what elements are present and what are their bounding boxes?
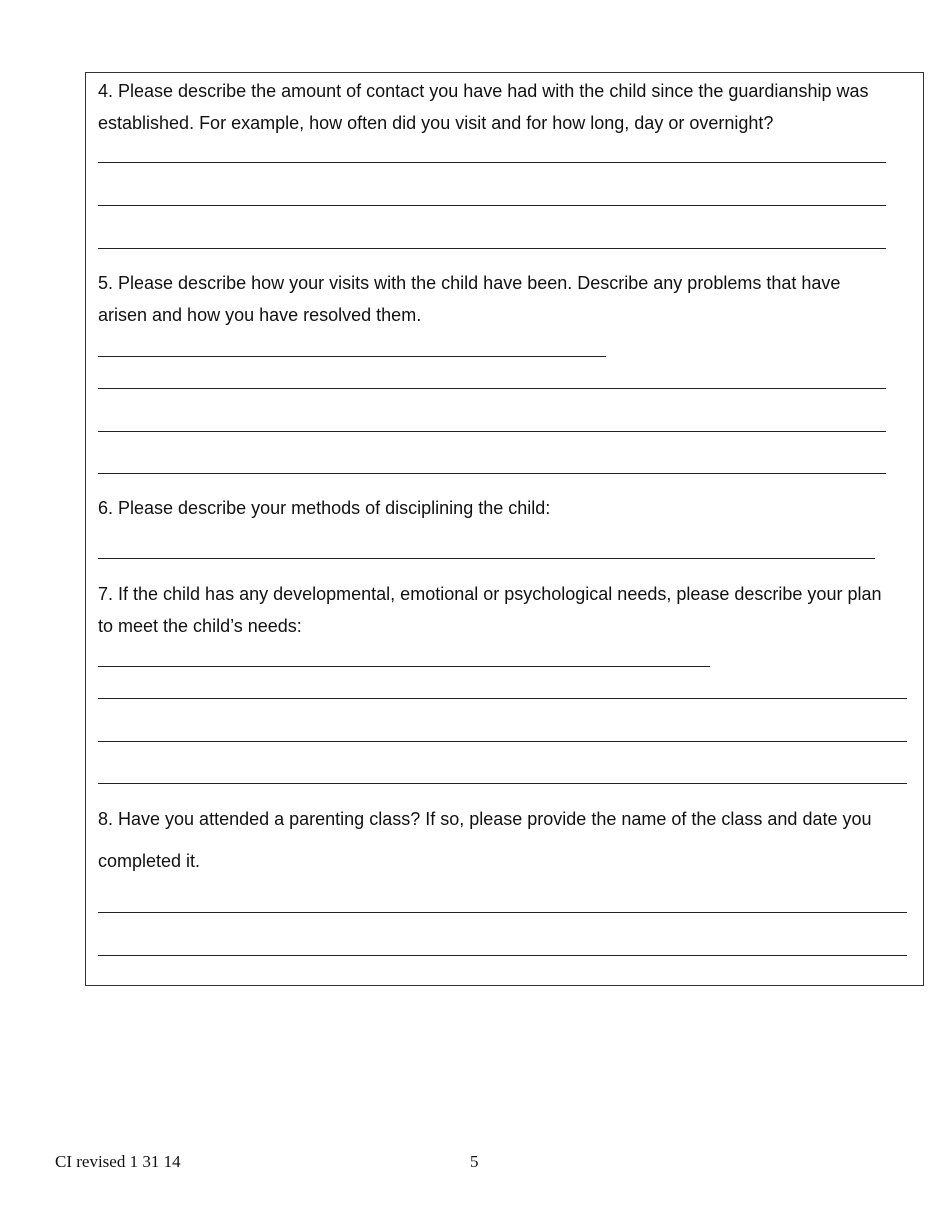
- question-7-answer-line-2[interactable]: [98, 698, 907, 699]
- question-5-answer-line-3[interactable]: [98, 431, 886, 432]
- question-7-text-line-1: 7. If the child has any developmental, emotional or psychological needs, please describe your plan: [98, 584, 882, 604]
- question-5-text-line-2: arisen and how you have resolved them.: [98, 305, 422, 325]
- question-7-answer-line-3[interactable]: [98, 741, 907, 742]
- questionnaire-form-box: [85, 72, 924, 986]
- question-4-answer-line-3[interactable]: [98, 248, 886, 249]
- question-5-answer-line-1[interactable]: [98, 356, 606, 357]
- question-8-answer-line-2[interactable]: [98, 955, 907, 956]
- question-8-text-line-2: completed it.: [98, 851, 201, 871]
- question-8-text-line-1: 8. Have you attended a parenting class? If so, please provide the name of the class and date you: [98, 809, 872, 829]
- question-4-text-line-1: 4. Please describe the amount of contact you have had with the child since the guardianship was: [98, 81, 869, 101]
- question-7-answer-line-4[interactable]: [98, 783, 907, 784]
- question-8-answer-line-1[interactable]: [98, 912, 907, 913]
- question-4-answer-line-2[interactable]: [98, 205, 886, 206]
- question-7-answer-line-1[interactable]: [98, 666, 710, 667]
- question-7-text-line-2: to meet the child’s needs:: [98, 616, 302, 636]
- question-5-answer-line-2[interactable]: [98, 388, 886, 389]
- footer-page-number: 5: [470, 1152, 479, 1171]
- footer-revision-note: CI revised 1 31 14: [55, 1152, 181, 1171]
- question-6-answer-line-1[interactable]: [98, 558, 875, 559]
- question-5-answer-line-4[interactable]: [98, 473, 886, 474]
- question-4-answer-line-1[interactable]: [98, 162, 886, 163]
- question-5-text-line-1: 5. Please describe how your visits with the child have been. Describe any problems that have: [98, 273, 841, 293]
- question-4-text-line-2: established. For example, how often did you visit and for how long, day or overnight?: [98, 113, 774, 133]
- question-6-text-line-1: 6. Please describe your methods of disciplining the child:: [98, 498, 551, 518]
